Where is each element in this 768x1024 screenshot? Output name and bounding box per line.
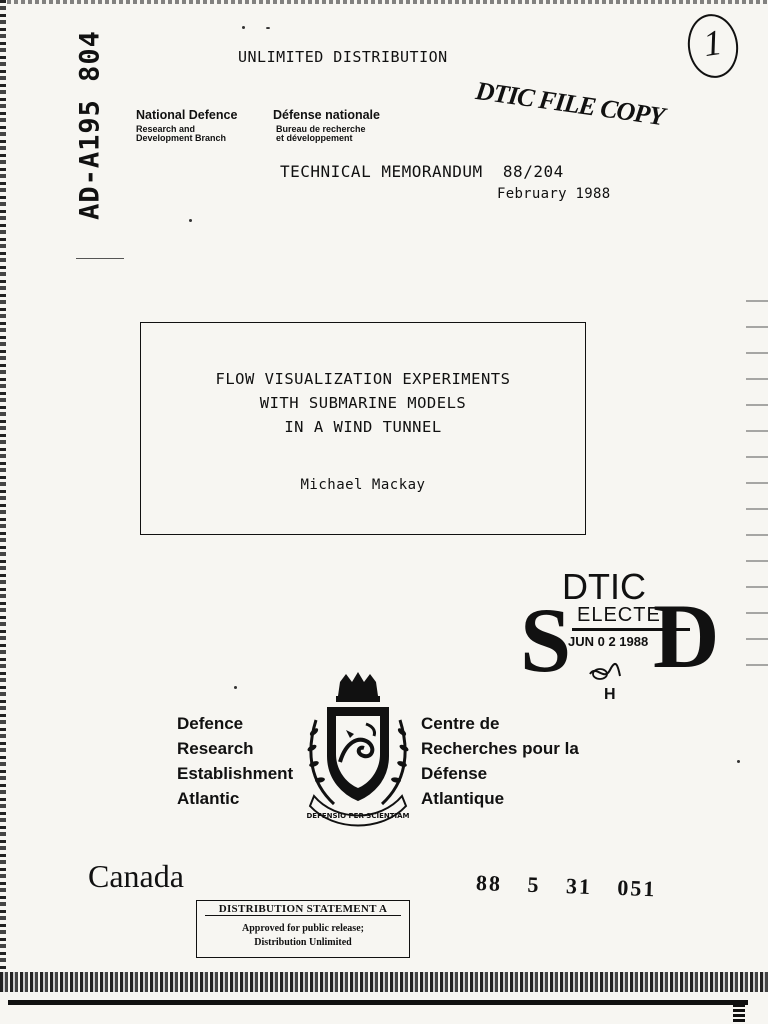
handwritten-number: 1 [700, 21, 725, 65]
title-line-3: IN A WIND TUNNEL [284, 418, 442, 436]
distribution-statement-line-2: Distribution Unlimited [254, 937, 352, 948]
document-title [141, 367, 585, 439]
scan-edge-left [0, 0, 6, 990]
crest-motto: DEFENSIO PER SCIENTIAM [306, 812, 410, 820]
memo-number: TECHNICAL MEMORANDUM 88/204 [280, 162, 564, 181]
distribution-statement-heading: DISTRIBUTION STATEMENT A [205, 903, 401, 916]
scan-bottom-band [0, 972, 768, 992]
scan-bottom-rule [8, 1000, 748, 1005]
document-id [58, 20, 122, 230]
issuer-en: National Defence [136, 108, 238, 122]
distribution-statement-box [196, 900, 410, 958]
crest-emblem [306, 672, 410, 828]
establishment-fr [421, 711, 579, 811]
author: Michael Mackay [300, 477, 426, 493]
dtic-stamp-status: ELECTE [577, 604, 661, 626]
dtic-stamp-letter-s: S [520, 589, 572, 691]
handwritten-circle-mark [684, 11, 742, 81]
issuer-en-sub [136, 125, 226, 143]
handwritten-scribble [586, 660, 622, 684]
scan-corner-mark [733, 1004, 745, 1024]
distribution-header: UNLIMITED DISTRIBUTION [238, 48, 448, 66]
establishment-fr-line-2: Recherches pour la [421, 739, 579, 758]
scan-speck [242, 26, 245, 29]
establishment-fr-line-1: Centre de [421, 714, 500, 733]
dtic-stamp-mark: H [604, 686, 616, 703]
scan-speck [189, 219, 192, 222]
establishment-fr-line-3: Défense [421, 764, 488, 783]
establishment-en-line-2: Research [177, 739, 254, 758]
establishment-en-line-4: Atlantic [177, 789, 240, 808]
title-line-1: FLOW VISUALIZATION EXPERIMENTS [215, 370, 511, 388]
issuer-fr-sub [276, 125, 366, 143]
establishment-en-line-1: Defence [177, 714, 244, 733]
copy-stamp: DTIC FILE COPY [473, 76, 666, 132]
accession-number: 88 5 31 051 [475, 870, 657, 902]
dtic-stamp-letter-d: D [653, 585, 720, 687]
scan-speck [737, 760, 740, 763]
distribution-statement-line-1: Approved for public release; [242, 923, 364, 934]
dtic-stamp-name: DTIC [562, 566, 646, 607]
issuer-fr-sub-1: Bureau de recherche [276, 124, 366, 134]
memo-date: February 1988 [497, 186, 611, 202]
document-id-text: AD-A195 804 [74, 30, 106, 220]
issuer-en-sub-1: Research and [136, 124, 196, 134]
scan-edge-right [746, 300, 768, 680]
issuer-en-sub-2: Development Branch [136, 133, 227, 143]
document-id-rule [76, 258, 124, 259]
issuer-fr: Défense nationale [273, 108, 380, 122]
issuer-fr-sub-2: et développement [276, 133, 353, 143]
title-line-2: WITH SUBMARINE MODELS [259, 394, 467, 412]
establishment-en-line-3: Establishment [177, 764, 294, 783]
establishment-fr-line-4: Atlantique [421, 789, 505, 808]
scan-edge-top [0, 0, 768, 4]
title-box [140, 322, 586, 535]
establishment-en [177, 711, 293, 811]
scan-speck [234, 686, 237, 689]
scan-speck [266, 27, 270, 29]
dtic-stamp-date: JUN 0 2 1988 [568, 634, 649, 649]
canada-wordmark: Canada [88, 858, 184, 894]
